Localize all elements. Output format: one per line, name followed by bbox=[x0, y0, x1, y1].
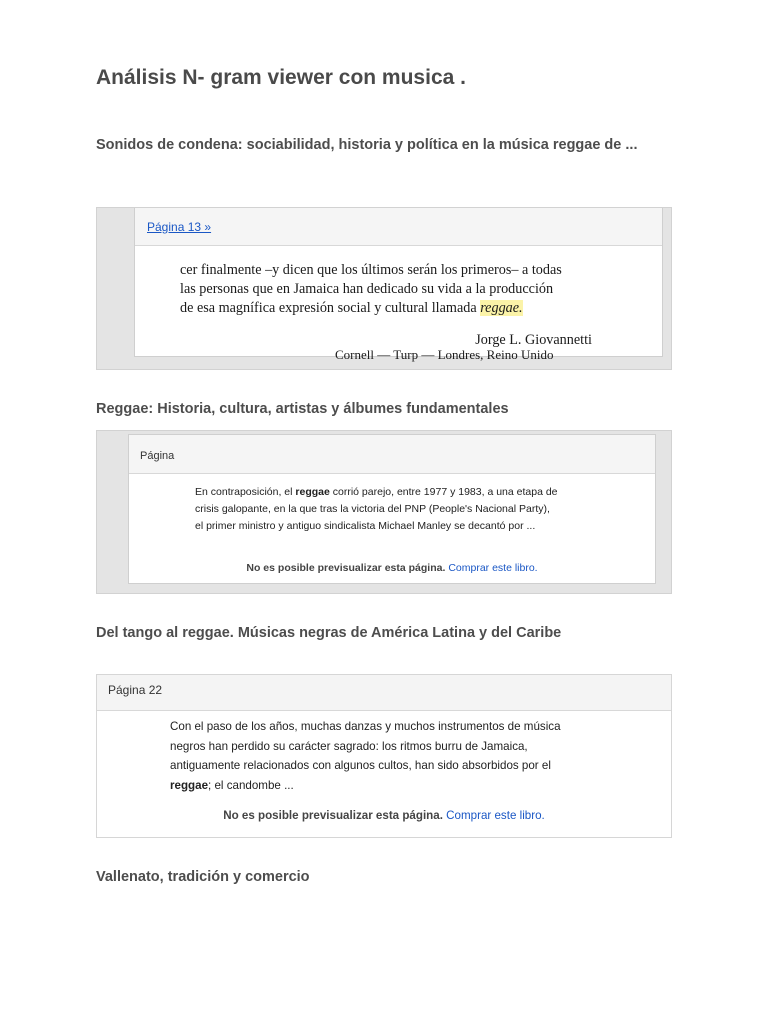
snippet-header bbox=[135, 208, 662, 246]
snippet-author: Jorge L. Giovannetti bbox=[475, 332, 592, 348]
cutoff-text-line bbox=[335, 347, 565, 362]
snippet-line: cer finalmente –y dicen que los últimos serán los primeros– a todas bbox=[180, 262, 562, 278]
book-snippet-screenshot-2 bbox=[96, 430, 672, 594]
no-preview-message: No es posible previsualizar esta página. bbox=[223, 809, 443, 822]
snippet-line bbox=[170, 776, 600, 796]
section-title-vallenato: Vallenato, tradición y comercio bbox=[96, 869, 310, 885]
page-label: Página 22 bbox=[108, 683, 163, 697]
snippet-footer bbox=[129, 562, 655, 574]
snippet-line: el primer ministro y antiguo sindicalista Michael Manley se decantó por ... bbox=[195, 520, 536, 532]
book-snippet-card bbox=[134, 208, 663, 362]
book-snippet-screenshot-3 bbox=[96, 674, 672, 838]
book-snippet-screenshot-1 bbox=[96, 207, 672, 370]
page-title: Análisis N- gram viewer con musica . bbox=[96, 66, 466, 89]
page-13-link[interactable]: Página 13 » bbox=[147, 220, 212, 234]
page-label: Página bbox=[140, 450, 175, 462]
snippet-line: Con el paso de los años, muchas danzas y muchos instrumentos de música bbox=[170, 720, 561, 733]
snippet-header bbox=[97, 675, 671, 711]
cutoff-text: Cornell — Turp — Londres, Reino Unido bbox=[335, 347, 554, 362]
highlighted-term: reggae. bbox=[480, 300, 523, 316]
section-title-sonidos-de-condena: Sonidos de condena: sociabilidad, historia y política en la música reggae de ... bbox=[96, 137, 638, 153]
snippet-text bbox=[180, 261, 620, 318]
snippet-line bbox=[195, 484, 615, 501]
highlighted-term: reggae bbox=[295, 486, 330, 498]
snippet-header bbox=[129, 435, 655, 474]
snippet-line-text: corrió parejo, entre 1977 y 1983, a una etapa de bbox=[329, 486, 558, 498]
buy-book-link[interactable]: Comprar este libro. bbox=[448, 562, 538, 574]
snippet-line-text: de esa magnífica expresión social y cultural llamada bbox=[180, 300, 481, 316]
snippet-line: las personas que en Jamaica han dedicado su vida a la producción bbox=[180, 281, 554, 297]
snippet-line: crisis galopante, en la que tras la victoria del PNP (People's Nacional Party), bbox=[195, 503, 550, 515]
snippet-line-text: ; el candombe ... bbox=[208, 778, 294, 792]
snippet-line: antiguamente relacionados con algunos cultos, han sido absorbidos por el bbox=[170, 759, 551, 772]
no-preview-message: No es posible previsualizar esta página. bbox=[246, 562, 446, 574]
section-title-reggae-historia: Reggae: Historia, cultura, artistas y álbumes fundamentales bbox=[96, 401, 509, 417]
snippet-text bbox=[170, 717, 600, 795]
section-title-del-tango-al-reggae: Del tango al reggae. Músicas negras de América Latina y del Caribe bbox=[96, 625, 562, 641]
highlighted-term: reggae bbox=[170, 778, 209, 792]
snippet-line: negros han perdido su carácter sagrado: los ritmos burru de Jamaica, bbox=[170, 739, 528, 753]
snippet-text bbox=[195, 484, 615, 535]
book-snippet-card bbox=[128, 434, 656, 584]
buy-book-link[interactable]: Comprar este libro. bbox=[446, 809, 545, 822]
snippet-footer bbox=[97, 809, 671, 822]
snippet-line-text: En contraposición, el bbox=[195, 486, 296, 498]
snippet-line bbox=[180, 299, 620, 318]
